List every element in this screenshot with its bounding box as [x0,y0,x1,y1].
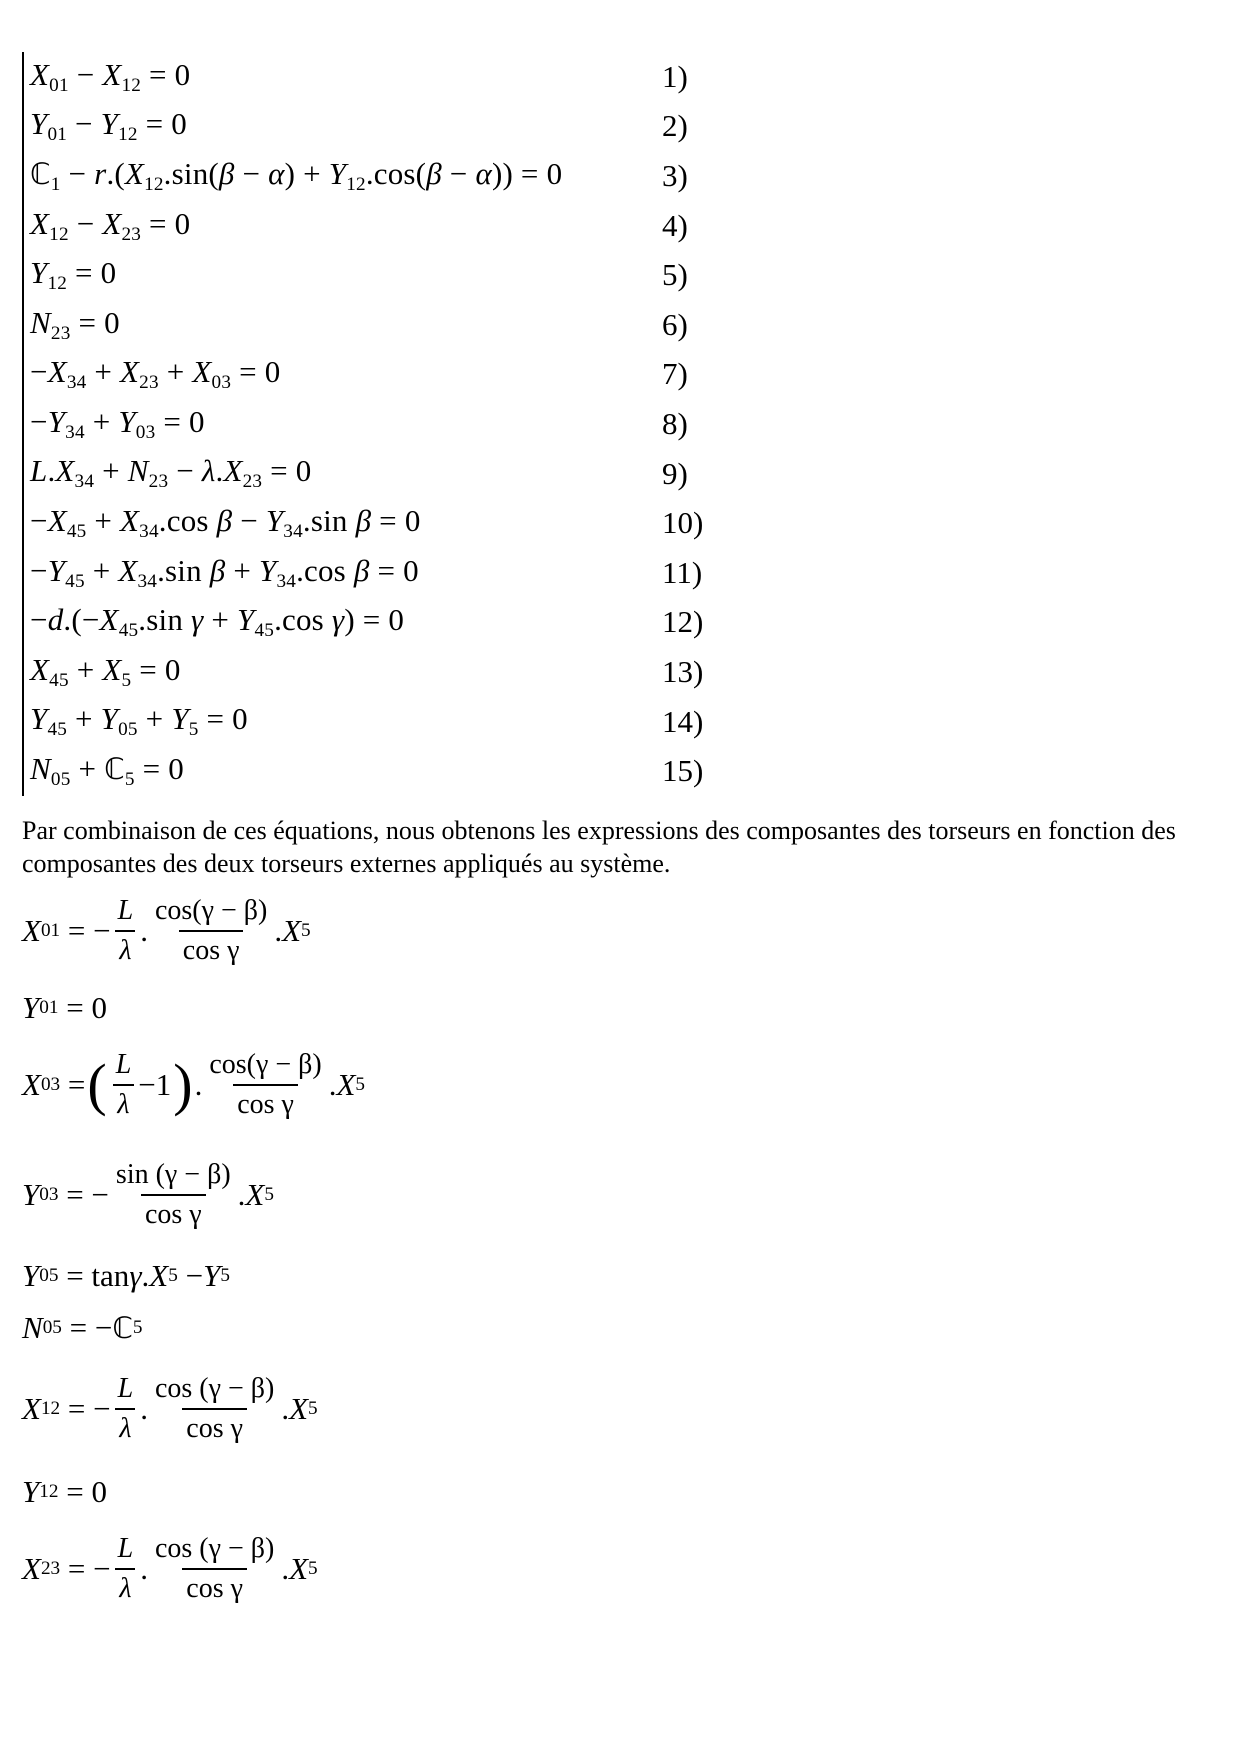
equation-row [24,102,744,152]
equation: $X_{12} - X_{23} = 0$ [30,205,191,245]
equation-number: 10) [662,505,704,541]
result-x03: X 03 = ( $\frac{L}{\lambda}$ −1 ) . $\frac{\cos(\gamma - \beta)}{\text{cos γ}}$ . X 5 [22,1046,365,1124]
equation: $X_{01} - X_{12} = 0$ [30,56,191,96]
fraction-numerator: sin (γ − β) [115,1159,231,1190]
equation-row [24,201,744,251]
fraction-denominator: cos γ [182,1408,247,1448]
intro-paragraph: Par combinaison de ces équations, nous obtenons les expressions des composantes des torseurs en fonction des composantes des deux torseurs externes appliqués au système. [22,816,1176,878]
equation: $Y_{01} - Y_{12} = 0$ [30,106,188,146]
equation-number: 2) [662,108,688,144]
equation: $-Y_{34} + Y_{03} = 0$ [30,403,205,444]
equation-number: 5) [662,257,688,293]
equation-number: 7) [662,356,688,392]
fraction [151,1530,278,1608]
equation-number: 4) [662,207,688,243]
equation-row [24,151,744,201]
equation-number: 1) [662,58,688,94]
fraction: $\frac{L}{\lambda}$ [114,1370,138,1448]
result-y05: Y 05 = tan γ . X 5 − Y 5 [22,1258,230,1293]
equation-number: 8) [662,405,688,441]
equation-row [24,697,744,747]
fraction [205,1046,325,1124]
equation-row [24,498,744,548]
result-y12: Y 12 = 0 [22,1474,107,1509]
equation-row [24,399,744,449]
fraction [112,1156,235,1234]
fraction [151,1370,278,1448]
result-value: 0 [91,1474,107,1509]
fraction-denominator: cos γ [182,1568,247,1608]
result-x12: X 12 = − $\frac{L}{\lambda}$ . $\frac{\cos (\gamma - \beta)}{\text{cos γ}}$ . X 5 [22,1370,318,1448]
result-x23: X 23 = − $\frac{L}{\lambda}$ . $\frac{\cos (\gamma - \beta)}{\text{cos γ}}$ . X 5 [22,1530,318,1608]
equation-row [24,350,744,400]
equation-number: 6) [662,306,688,342]
equation-row [24,548,744,598]
fraction-numerator: cos(γ − β) [209,1049,322,1080]
fraction-denominator: cos γ [141,1194,206,1234]
equation-number: 13) [662,653,704,689]
equation-number: 11) [662,554,703,590]
equation: $N_{05}$ + ℂ$_5$ = 0 [30,751,184,791]
equation: ℂ$_1$ − $r.(X_{12}.\sin(\beta - \alpha) + Y_{12}.\cos(\beta - \alpha)) = 0$ [30,155,563,196]
fraction-numerator: cos (γ − β) [154,1373,275,1404]
result-value: 0 [91,990,107,1025]
equation: $L.X_{34} + N_{23} - \lambda.X_{23} = 0$ [30,453,312,493]
fraction: $\frac{L}{\lambda}$ [114,892,138,970]
equation: $-Y_{45} + X_{34}.\sin$ $\beta + Y_{34}.\cos$ β = 0 [30,552,419,592]
equation: $-X_{45} + X_{34}.\cos$ $\beta - Y_{34}.\sin$ β = 0 [30,503,421,543]
fraction-numerator: cos(γ − β) [154,895,268,926]
equation-row [24,300,744,350]
equation-row [24,598,744,648]
equation-row [24,746,744,796]
fraction-numerator: cos (γ − β) [154,1533,275,1564]
equation-number: 14) [662,703,704,739]
equation: $Y_{12} = 0$ [30,255,117,295]
equation: $-X_{34} + X_{23} + X_{03} = 0$ [30,354,281,394]
equation: $X_{45} + X_5 = 0$ [30,651,181,691]
equation: $-d.(-X_{45}.\sin$ $\gamma + Y_{45}.\cos$ γ) = 0 [30,602,405,642]
result-x01: X 01 = − $\frac{L}{\lambda}$ . $\frac{\cos(\gamma - \beta)}{\text{cos γ}}$ . X 5 [22,892,311,970]
equation-system [22,52,744,796]
fraction [151,892,271,970]
equation-row [24,52,744,102]
equation: $N_{23} = 0$ [30,304,120,344]
fraction: $\frac{L}{\lambda}$ [112,1046,136,1124]
fraction-denominator: cos γ [233,1084,298,1124]
result-y01: Y 01 = 0 [22,990,107,1025]
equation-number: 12) [662,604,704,640]
equation-row [24,250,744,300]
equation-row [24,647,744,697]
equation-number: 9) [662,455,688,491]
equation-row [24,449,744,499]
fraction-denominator: cos γ [179,930,244,970]
equation-number: 15) [662,753,704,789]
result-n05: N 05 = − ℂ 5 [22,1310,143,1345]
fraction: $\frac{L}{\lambda}$ [114,1530,138,1608]
result-y03: Y 03 = − $\frac{\sin (\gamma - \beta)}{\text{cos γ}}$ . X 5 [22,1156,274,1234]
equation: $Y_{45} + Y_{05} + Y_5 = 0$ [30,701,248,741]
equation-number: 3) [662,157,688,193]
